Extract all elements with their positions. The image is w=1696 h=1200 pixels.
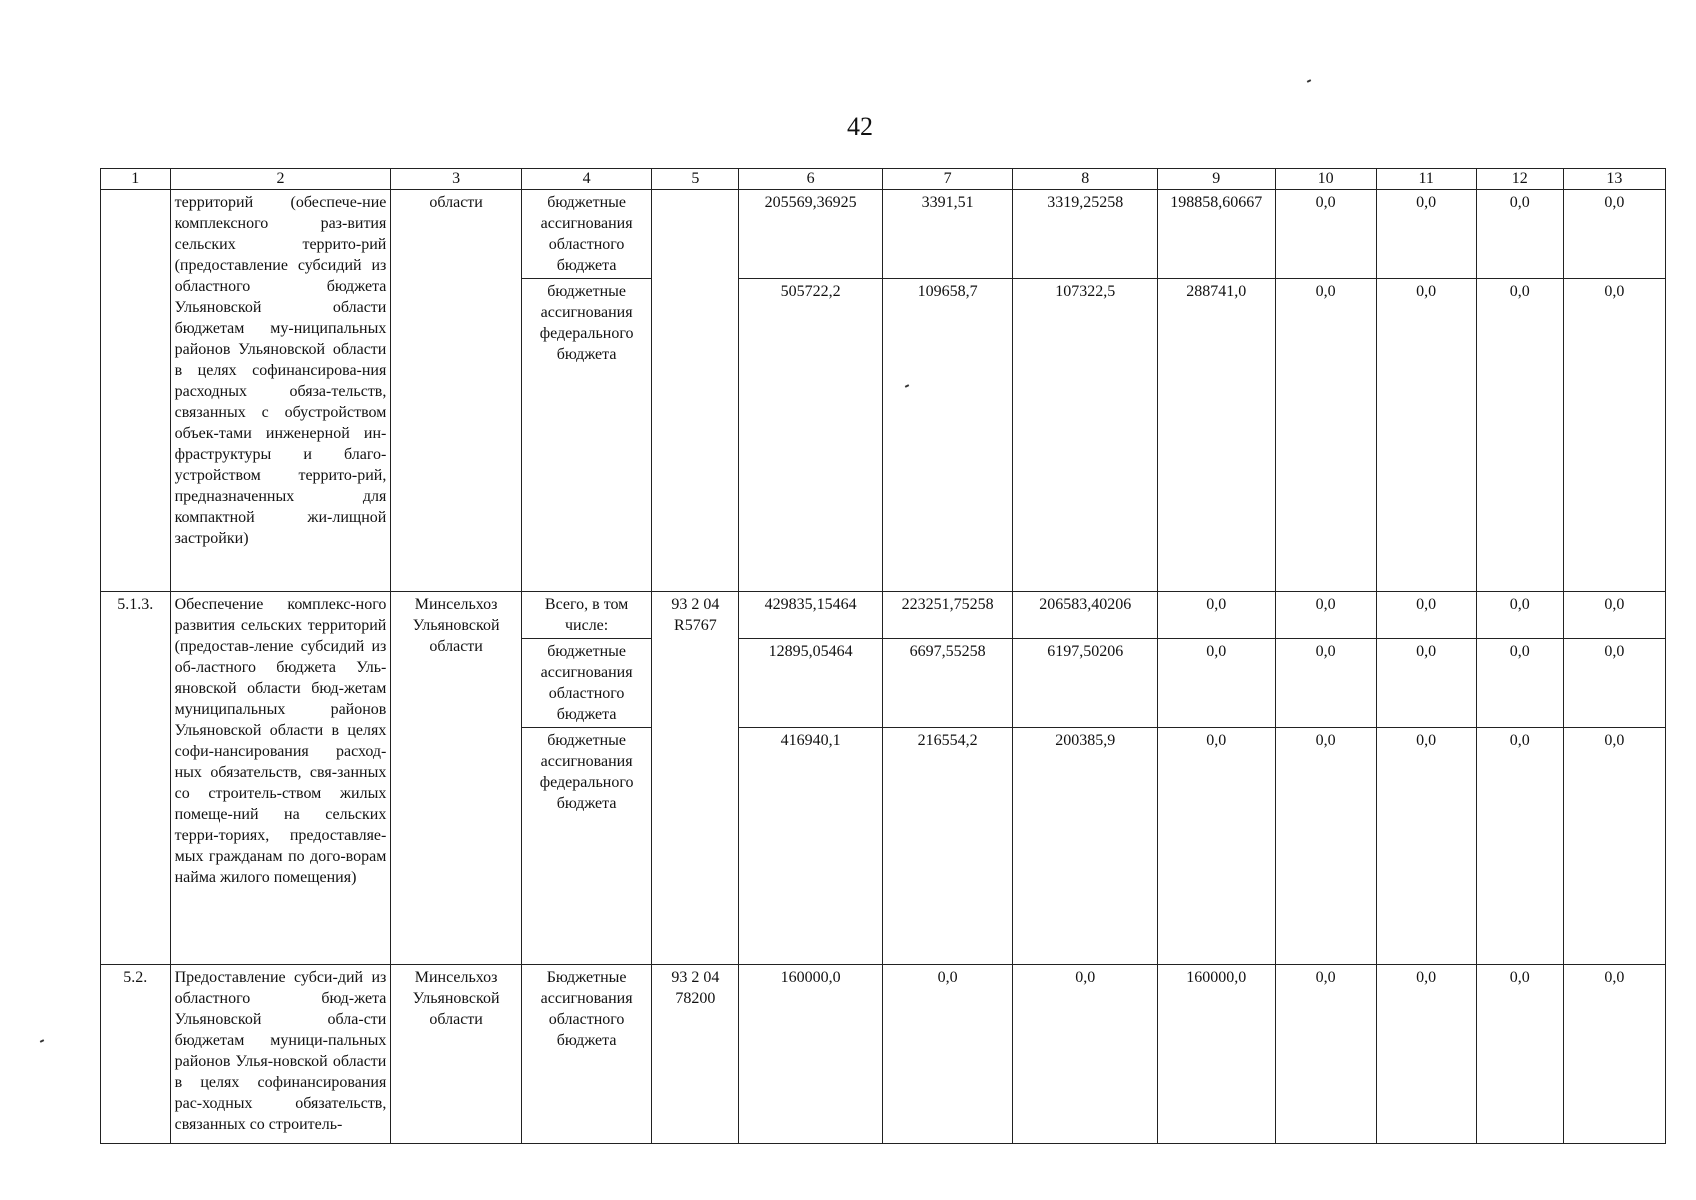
funding-source: бюджетные ассигнования областного бюджета (521, 639, 652, 728)
value-cell: 216554,2 (882, 728, 1013, 965)
value-cell: 223251,75258 (882, 592, 1013, 639)
row-number: 5.2. (101, 965, 171, 1144)
row-number (101, 190, 171, 592)
value-cell: 6697,55258 (882, 639, 1013, 728)
funding-source: Всего, в том числе: (521, 592, 652, 639)
column-header: 5 (652, 169, 739, 190)
column-header: 3 (391, 169, 522, 190)
value-cell: 0,0 (1275, 592, 1376, 639)
column-header: 10 (1275, 169, 1376, 190)
value-cell: 109658,7 (882, 279, 1013, 592)
column-header: 1 (101, 169, 171, 190)
column-header: 11 (1376, 169, 1476, 190)
budget-code (652, 190, 739, 592)
value-cell: 3391,51 (882, 190, 1013, 279)
value-cell: 505722,2 (739, 279, 883, 592)
value-cell: 0,0 (1376, 639, 1476, 728)
table-row (101, 190, 1666, 279)
value-cell: 205569,36925 (739, 190, 883, 279)
column-header: 6 (739, 169, 883, 190)
column-header: 4 (521, 169, 652, 190)
scan-speck (40, 1039, 44, 1043)
row-executor: Минсельхоз Ульяновской области (391, 592, 522, 965)
value-cell: 12895,05464 (739, 639, 883, 728)
column-number-row (101, 169, 1666, 190)
value-cell: 0,0 (1476, 728, 1563, 965)
row-description: Предоставление субси-дий из областного бюд-жета Ульяновской обла-сти бюджетам муници-пальных районов Улья-новской области в целях софинансирования рас-ходных обязательств, связанных со строитель- (170, 965, 391, 1144)
column-header: 9 (1158, 169, 1275, 190)
value-cell: 0,0 (882, 965, 1013, 1144)
value-cell: 0,0 (1563, 965, 1665, 1144)
value-cell: 0,0 (1476, 965, 1563, 1144)
funding-source: бюджетные ассигнования областного бюджета (521, 190, 652, 279)
value-cell: 0,0 (1275, 279, 1376, 592)
value-cell: 0,0 (1476, 190, 1563, 279)
row-executor: Минсельхоз Ульяновской области (391, 965, 522, 1144)
row-description: территорий (обеспече-ние комплексного раз-вития сельских террито-рий (предоставление субсидий из областного бюджета Ульяновской области бюджетам му-ниципальных районов Ульяновской области в целях софинансирова-ния расходных обяза-тельств, связанных с обустройством объек-тами инженерной ин-фраструктуры и благо-устройством террито-рий, предназначенных для компактной жи-лищной застройки) (170, 190, 391, 592)
value-cell: 0,0 (1563, 279, 1665, 592)
funding-source: Бюджетные ассигнования областного бюджета (521, 965, 652, 1144)
value-cell: 0,0 (1275, 190, 1376, 279)
value-cell: 0,0 (1476, 639, 1563, 728)
value-cell: 206583,40206 (1013, 592, 1158, 639)
value-cell: 0,0 (1476, 279, 1563, 592)
value-cell: 0,0 (1376, 190, 1476, 279)
page-number: 42 (847, 112, 873, 141)
value-cell: 0,0 (1476, 592, 1563, 639)
table-row (101, 592, 1666, 639)
value-cell: 107322,5 (1013, 279, 1158, 592)
value-cell: 0,0 (1158, 639, 1275, 728)
value-cell: 0,0 (1563, 190, 1665, 279)
value-cell: 0,0 (1275, 639, 1376, 728)
value-cell: 0,0 (1158, 728, 1275, 965)
row-executor: области (391, 190, 522, 592)
budget-code: 93 2 04 78200 (652, 965, 739, 1144)
value-cell: 0,0 (1376, 592, 1476, 639)
value-cell: 429835,15464 (739, 592, 883, 639)
table-row (101, 965, 1666, 1144)
scan-speck (1307, 79, 1311, 83)
funding-source: бюджетные ассигнования федерального бюджета (521, 279, 652, 592)
column-header: 7 (882, 169, 1013, 190)
column-header: 12 (1476, 169, 1563, 190)
value-cell: 0,0 (1376, 279, 1476, 592)
value-cell: 198858,60667 (1158, 190, 1275, 279)
row-number: 5.1.3. (101, 592, 171, 965)
column-header: 2 (170, 169, 391, 190)
value-cell: 6197,50206 (1013, 639, 1158, 728)
value-cell: 0,0 (1563, 592, 1665, 639)
value-cell: 200385,9 (1013, 728, 1158, 965)
value-cell: 0,0 (1563, 728, 1665, 965)
value-cell: 0,0 (1563, 639, 1665, 728)
budget-table (100, 168, 1666, 1144)
value-cell: 160000,0 (1158, 965, 1275, 1144)
value-cell: 3319,25258 (1013, 190, 1158, 279)
budget-code: 93 2 04 R5767 (652, 592, 739, 965)
value-cell: 0,0 (1158, 592, 1275, 639)
value-cell: 0,0 (1275, 965, 1376, 1144)
value-cell: 288741,0 (1158, 279, 1275, 592)
value-cell: 416940,1 (739, 728, 883, 965)
value-cell: 160000,0 (739, 965, 883, 1144)
value-cell: 0,0 (1376, 965, 1476, 1144)
value-cell: 0,0 (1376, 728, 1476, 965)
column-header: 8 (1013, 169, 1158, 190)
value-cell: 0,0 (1013, 965, 1158, 1144)
row-description: Обеспечение комплекс-ного развития сельских территорий (предостав-ление субсидий из об-ластного бюджета Уль-яновской области бюд-жетам муниципальных районов Ульяновской области в целях софи-нансирования расход-ных обязательств, свя-занных со строитель-ством жилых помеще-ний на сельских терри-ториях, предоставляе-мых гражданам по дого-ворам найма жилого помещения) (170, 592, 391, 965)
funding-source: бюджетные ассигнования федерального бюджета (521, 728, 652, 965)
value-cell: 0,0 (1275, 728, 1376, 965)
column-header: 13 (1563, 169, 1665, 190)
